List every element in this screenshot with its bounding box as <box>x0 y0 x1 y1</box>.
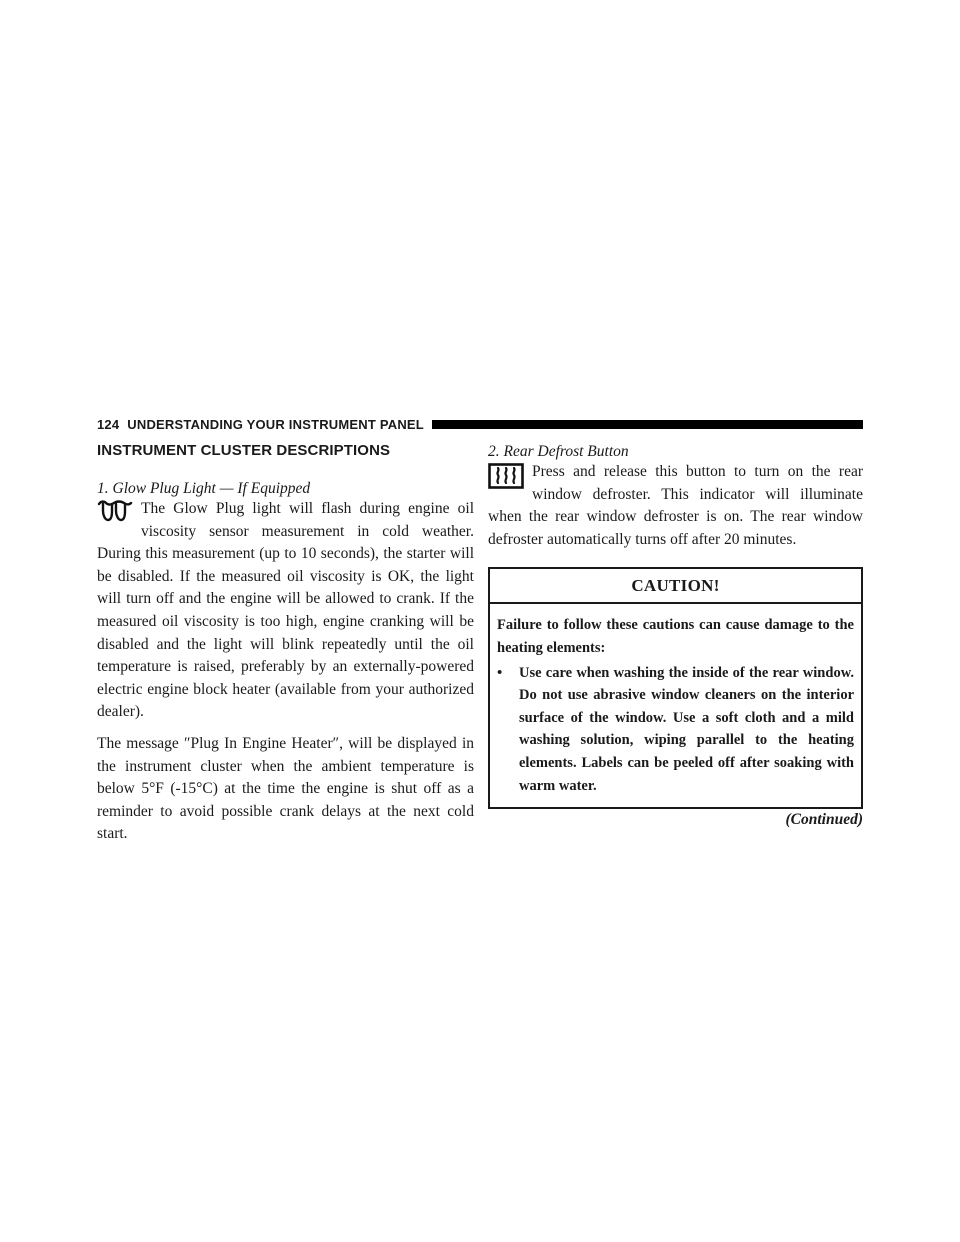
continued-label: (Continued) <box>785 811 863 829</box>
rear-defrost-text: Press and release this button to turn on the rear window defroster. This indicator will illuminate when the rear window defroster is on. The rear window defroster automatically turns off after 20 minutes. <box>488 463 863 548</box>
caution-bullet-text: Use care when washing the inside of the rear window. Do not use abrasive window cleaners on the interior surface of the window. Use a soft cloth and a mild washing solution, wiping parallel to the heating elements. Labels can be peeled off after soaking with warm water. <box>519 664 854 794</box>
page-number: 124 <box>97 417 120 432</box>
section-title: UNDERSTANDING YOUR INSTRUMENT PANEL <box>127 417 424 432</box>
rear-defrost-heading: 2. Rear Defrost Button <box>488 443 629 460</box>
header-rule <box>432 420 863 429</box>
rear-defrost-icon <box>488 463 524 497</box>
glow-plug-paragraph <box>97 498 474 724</box>
caution-bullet <box>497 662 854 798</box>
bullet-marker: • <box>497 664 503 681</box>
rear-defrost-paragraph <box>488 461 863 551</box>
main-heading: INSTRUMENT CLUSTER DESCRIPTIONS <box>97 442 391 459</box>
glow-plug-text-1: The Glow Plug light will flash during engine oil viscosity sensor measurement in cold weather. During this measurement (up to 10 seconds), the starter will be disabled. If the measured oil viscosity is OK, the light will turn off and the engine will be allowed to crank. If the measured oil viscosity is too high, engine cranking will be disabled and the light will blink repeatedly until the oil temperature is raised, preferably by an externally-powered electric engine block heater (available from your authorized dealer). <box>97 500 474 721</box>
glow-plug-icon <box>97 500 133 532</box>
plug-in-heater-paragraph: The message ″Plug In Engine Heater″, will be displayed in the instrument cluster when the ambient temperature is below 5°F (-15°C) at the time the engine is shut off as a reminder to avoid possible crank delays at the next cold start. <box>97 734 474 843</box>
caution-body <box>490 604 861 807</box>
caution-title: CAUTION! <box>490 569 861 604</box>
right-column <box>488 440 863 829</box>
caution-intro: Failure to follow these cautions can cause damage to the heating elements: <box>497 617 854 656</box>
glow-plug-heading: 1. Glow Plug Light — If Equipped <box>97 480 311 497</box>
page-header <box>97 416 863 433</box>
left-column <box>97 440 474 846</box>
caution-box <box>488 567 863 809</box>
